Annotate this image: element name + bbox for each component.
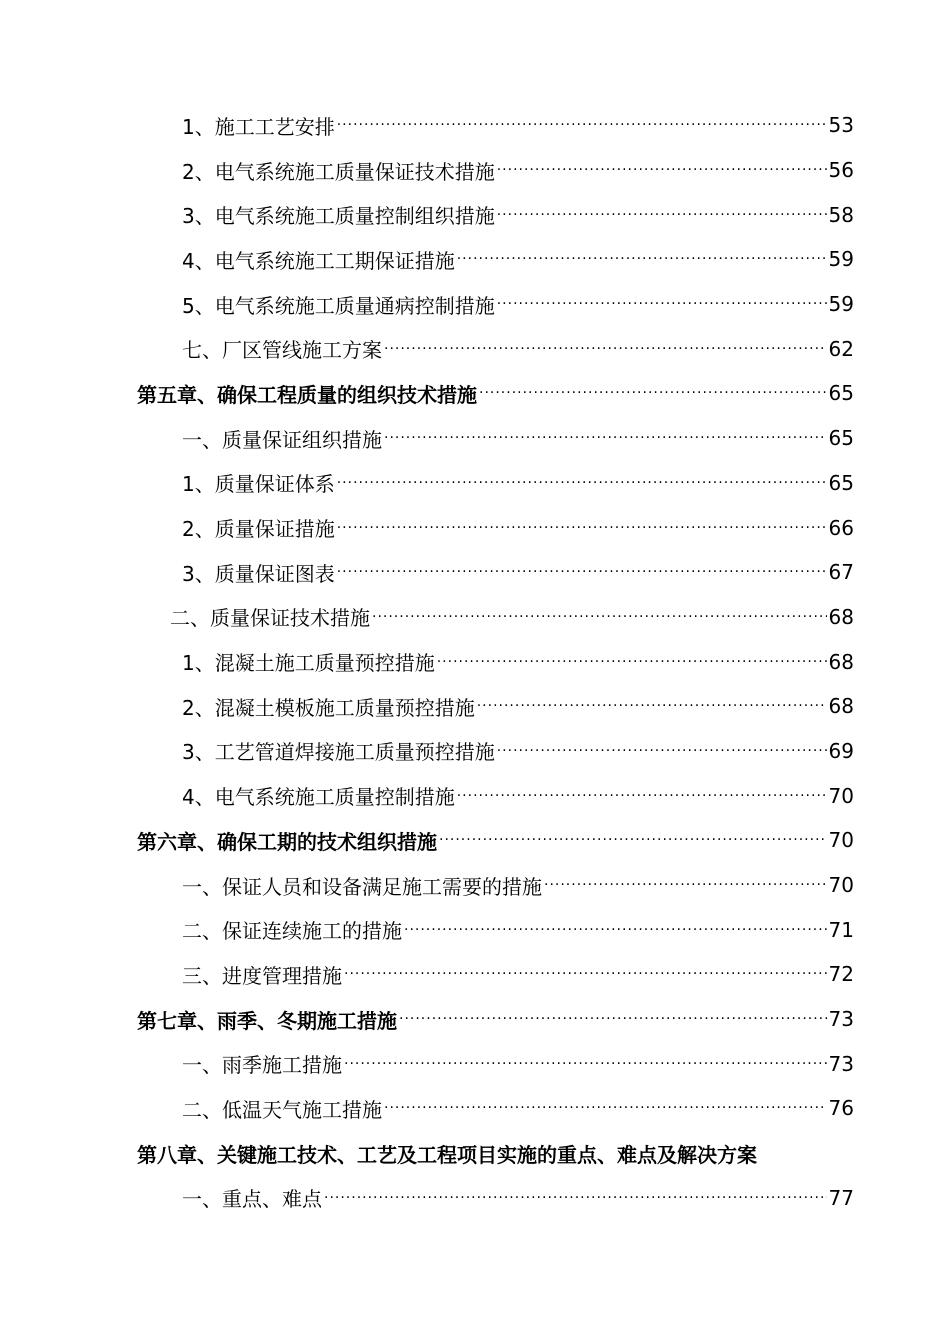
toc-page-number: 58	[828, 202, 854, 227]
toc-page-number: 62	[828, 336, 854, 361]
toc-page-number: 59	[828, 247, 854, 272]
toc-entry-title: 2、混凝土模板施工质量预控措施	[182, 695, 475, 720]
dot-leader	[384, 1098, 827, 1118]
toc-page-number: 69	[828, 738, 854, 763]
dot-leader	[372, 607, 827, 627]
toc-entry[interactable]	[0, 863, 950, 908]
toc-entry[interactable]	[0, 952, 950, 997]
toc-page-number: 65	[828, 470, 854, 495]
dot-leader	[337, 473, 827, 493]
dot-leader	[497, 294, 827, 314]
toc-entry[interactable]	[0, 148, 950, 193]
dot-leader	[344, 1054, 827, 1074]
toc-entry-title: 第七章、雨季、冬期施工措施	[137, 1008, 397, 1033]
dot-leader	[497, 160, 827, 180]
dot-leader	[384, 339, 827, 359]
toc-page-number: 56	[828, 158, 854, 183]
toc-page-number: 59	[828, 292, 854, 317]
dot-leader	[479, 383, 827, 403]
dot-leader	[477, 696, 827, 716]
dot-leader	[399, 1009, 827, 1029]
dot-leader	[457, 786, 827, 806]
toc-entry[interactable]	[0, 282, 950, 327]
toc-entry[interactable]	[0, 461, 950, 506]
toc-entry-title: 2、电气系统施工质量保证技术措施	[182, 159, 495, 184]
dot-leader	[544, 875, 827, 895]
toc-page-number: 66	[828, 515, 854, 540]
toc-page-number: 65	[828, 381, 854, 406]
toc-entry[interactable]	[0, 1041, 950, 1086]
toc-entry-title: 二、保证连续施工的措施	[182, 919, 402, 944]
toc-chapter-entry[interactable]	[0, 1131, 950, 1176]
dot-leader	[344, 964, 827, 984]
toc-page-number: 70	[828, 828, 854, 853]
toc-entry-title: 三、进度管理措施	[182, 963, 342, 988]
toc-entry[interactable]	[0, 237, 950, 282]
toc-entry[interactable]	[0, 639, 950, 684]
toc-entry[interactable]	[0, 684, 950, 729]
toc-chapter-entry[interactable]	[0, 371, 950, 416]
toc-page-number: 53	[828, 113, 854, 138]
toc-entry[interactable]	[0, 192, 950, 237]
toc-entry-title: 二、低温天气施工措施	[182, 1097, 382, 1122]
dot-leader	[457, 249, 827, 269]
dot-leader	[439, 830, 827, 850]
toc-entry[interactable]	[0, 550, 950, 595]
toc-page-number: 71	[828, 917, 854, 942]
toc-entry[interactable]	[0, 505, 950, 550]
toc-entry-title: 一、重点、难点	[182, 1187, 322, 1212]
toc-page-number: 72	[828, 962, 854, 987]
toc-chapter-entry[interactable]	[0, 818, 950, 863]
toc-entry-title: 1、质量保证体系	[182, 472, 335, 497]
toc-entry-title: 一、质量保证组织措施	[182, 427, 382, 452]
toc-entry-title: 3、电气系统施工质量控制组织措施	[182, 204, 495, 229]
toc-entry-title: 4、电气系统施工质量控制措施	[182, 785, 455, 810]
toc-chapter-entry[interactable]	[0, 997, 950, 1042]
toc-entry-title: 3、工艺管道焊接施工质量预控措施	[182, 740, 495, 765]
dot-leader	[404, 920, 827, 940]
toc-page-number: 73	[828, 1007, 854, 1032]
toc-entry-title: 二、质量保证技术措施	[170, 606, 370, 631]
toc-page-number: 70	[828, 783, 854, 808]
toc-page-number: 65	[828, 426, 854, 451]
dot-leader	[497, 741, 827, 761]
dot-leader	[337, 518, 827, 538]
toc-page-number: 77	[828, 1185, 854, 1210]
toc-entry-title: 2、质量保证措施	[182, 517, 335, 542]
toc-entry[interactable]	[0, 907, 950, 952]
toc-entry-title: 第八章、关键施工技术、工艺及工程项目实施的重点、难点及解决方案	[137, 1142, 757, 1167]
toc-entry-title: 1、混凝土施工质量预控措施	[182, 651, 435, 676]
toc-entry-title: 七、厂区管线施工方案	[182, 338, 382, 363]
toc-page-number: 68	[828, 649, 854, 674]
toc-page-number: 68	[828, 604, 854, 629]
toc-page-number: 76	[828, 1096, 854, 1121]
toc-entry-title: 3、质量保证图表	[182, 561, 335, 586]
dot-leader	[384, 428, 827, 448]
dot-leader	[497, 205, 827, 225]
toc-entry-title: 1、施工工艺安排	[182, 114, 335, 139]
toc-entry[interactable]	[0, 773, 950, 818]
toc-entry-title: 4、电气系统施工工期保证措施	[182, 248, 455, 273]
table-of-contents	[0, 103, 950, 1220]
toc-entry[interactable]	[0, 326, 950, 371]
toc-page-number: 68	[828, 694, 854, 719]
toc-entry-title: 一、雨季施工措施	[182, 1053, 342, 1078]
dot-leader	[437, 652, 827, 672]
toc-entry[interactable]	[0, 595, 950, 640]
toc-entry[interactable]	[0, 416, 950, 461]
toc-entry[interactable]	[0, 1176, 950, 1221]
toc-entry-title: 第六章、确保工期的技术组织措施	[137, 829, 437, 854]
toc-page-number: 73	[828, 1051, 854, 1076]
toc-entry[interactable]	[0, 1086, 950, 1131]
toc-page-number: 67	[828, 560, 854, 585]
toc-entry-title: 5、电气系统施工质量通病控制措施	[182, 293, 495, 318]
toc-entry[interactable]	[0, 103, 950, 148]
toc-page-number: 70	[828, 873, 854, 898]
toc-entry[interactable]	[0, 729, 950, 774]
toc-entry-title: 第五章、确保工程质量的组织技术措施	[137, 382, 477, 407]
dot-leader	[337, 115, 827, 135]
dot-leader	[337, 562, 827, 582]
toc-entry-title: 一、保证人员和设备满足施工需要的措施	[182, 874, 542, 899]
dot-leader	[324, 1188, 827, 1208]
